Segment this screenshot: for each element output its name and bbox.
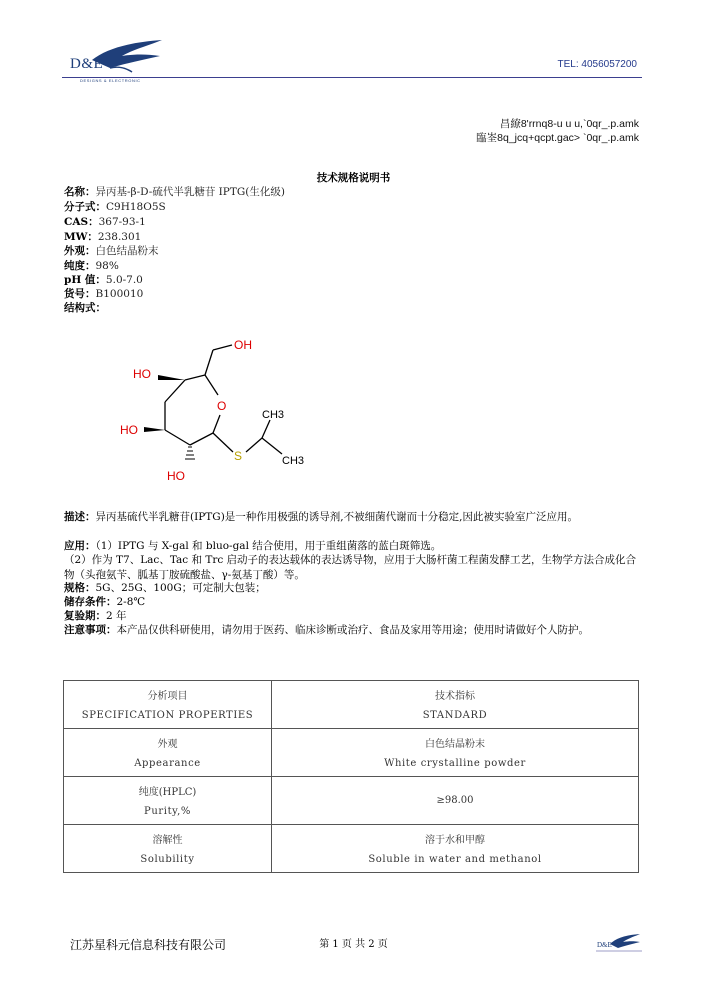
header-col2-en: STANDARD: [422, 710, 488, 721]
contact-line-1: 昌繚8'rrnq8-u u u,`0qr_.p.amk: [499, 118, 639, 130]
row-name-en: Solubility: [140, 854, 195, 865]
storage-line: [64, 595, 642, 610]
footer-page-number: 第 1 页 共 2 页: [319, 939, 388, 950]
label-ch3-top: CH3: [262, 409, 285, 421]
label-ch3-bottom: CH3: [282, 455, 305, 467]
field-value: C9H18O5S: [106, 201, 166, 213]
table-cell: [64, 777, 272, 825]
row-std-cn: 白色结晶粉末: [425, 739, 485, 750]
field-label: 外观：: [64, 245, 96, 257]
row-std-en: White crystalline powder: [384, 758, 526, 769]
header-col1-en: SPECIFICATION PROPERTIES: [81, 710, 254, 721]
row-std-cn: ≥98.00: [436, 795, 474, 806]
header-col1-cn: 分析项目: [147, 691, 188, 702]
field-value: 白色结晶粉末: [95, 245, 159, 257]
notice-text: 本产品仅供科研使用，请勿用于医药、临床诊断或治疗、食品及家用等用途；使用时请做好个人防护。: [116, 624, 589, 636]
field-cas: [64, 215, 146, 229]
field-label: MW：: [64, 231, 98, 243]
field-label: 名称：: [64, 186, 96, 198]
specs-label: 规格：: [64, 582, 96, 594]
label-ho-bottom: HO: [167, 469, 185, 483]
retest-value: 2 年: [106, 610, 127, 622]
table-row: [64, 777, 639, 825]
field-name: [64, 185, 285, 199]
description-label: 描述：: [64, 511, 96, 523]
field-formula: [64, 200, 166, 214]
field-label: 货号：: [64, 288, 96, 300]
field-structure: [64, 301, 106, 315]
row-name-cn: 纯度(HPLC): [138, 787, 197, 798]
table-row: [64, 825, 639, 873]
logo-subtitle: DESIGNS & ELECTRONIC: [80, 78, 141, 83]
label-ho-mid: HO: [120, 423, 138, 437]
table-cell: [272, 729, 639, 777]
application-label: 应用：: [64, 540, 96, 552]
application-paragraph: [64, 539, 642, 554]
field-appearance: [64, 244, 159, 258]
table-cell: [64, 825, 272, 873]
field-value: B100010: [95, 288, 144, 300]
notice-paragraph: [64, 623, 642, 638]
logo-text: D&E: [70, 56, 104, 72]
retest-label: 复验期：: [64, 610, 106, 622]
spec-table: [63, 680, 639, 873]
field-value: 238.301: [97, 231, 142, 243]
row-name-en: Appearance: [134, 758, 201, 769]
field-mw: [64, 230, 141, 244]
row-name-en: Purity,%: [144, 806, 191, 817]
field-value: 异丙基-β-D-硫代半乳糖苷 IPTG(生化级): [95, 186, 285, 198]
description-text: 异丙基硫代半乳糖苷(IPTG)是一种作用极强的诱导剂,不被细菌代谢而十分稳定,因此被实验室广泛应用。: [95, 511, 578, 523]
row-std-cn: 溶于水和甲醇: [425, 835, 485, 846]
header-divider: [62, 77, 642, 78]
field-label: 结构式：: [64, 302, 106, 314]
specs-value: 5G、25G、100G；可定制大包装；: [95, 582, 266, 594]
table-header-cell: [64, 681, 272, 729]
field-label: CAS：: [64, 216, 99, 228]
table-cell: [272, 825, 639, 873]
field-label: 分子式：: [64, 201, 106, 213]
field-label: pH 值：: [64, 274, 106, 286]
label-ho-upper: HO: [133, 367, 151, 381]
row-name-cn: 溶解性: [152, 835, 183, 846]
header-col2-cn: 技术指标: [435, 691, 475, 702]
table-header-row: [64, 681, 639, 729]
contact-line-2: 臨峑8q_jcq+qcpt.gac> `0qr_.p.amk: [476, 132, 639, 144]
label-ring-o: O: [217, 399, 227, 413]
application-text-1: （1）IPTG 与 X-gal 和 bluo-gal 结合使用，用于重组菌落的蓝白斑筛选。: [95, 540, 442, 552]
field-ph: [64, 273, 143, 287]
field-purity: [64, 259, 119, 273]
label-oh-top: OH: [234, 338, 252, 352]
table-header-cell: [272, 681, 639, 729]
svg-text:D&E: D&E: [597, 941, 612, 949]
retest-line: [64, 609, 642, 624]
label-sulfur: S: [234, 449, 243, 463]
field-value: 367-93-1: [98, 216, 146, 228]
structure-diagram: [110, 330, 320, 490]
application-text-2: （2）作为 T7、Lac、Tac 和 Trc 启动子的表达载体的表达诱导物，应用于大肠杆菌工程菌发酵工艺，生物学方法合成化合物（头孢氨苄、胍基丁胺硫酸盐、γ-氨基丁酸）等。: [64, 554, 637, 581]
table-row: [64, 729, 639, 777]
table-cell: [64, 729, 272, 777]
table-cell: [272, 777, 639, 825]
application-paragraph-2: [64, 553, 642, 583]
field-value: 5.0-7.0: [105, 274, 143, 286]
field-value: 98%: [95, 260, 119, 272]
company-logo: [62, 38, 174, 90]
field-label: 纯度：: [64, 260, 96, 272]
row-std-en: Soluble in water and methanol: [368, 854, 542, 865]
specs-line: [64, 581, 642, 596]
header-tel: TEL: 4056057200: [557, 59, 637, 70]
footer-logo-icon: [596, 932, 642, 954]
footer-company: 江苏星科元信息科技有限公司: [70, 938, 227, 952]
notice-label: 注意事项：: [64, 624, 117, 636]
storage-label: 储存条件：: [64, 596, 117, 608]
field-catalog: [64, 287, 143, 301]
description-paragraph: [64, 510, 642, 525]
storage-value: 2-8℃: [116, 596, 146, 608]
document-title: 技术规格说明书: [316, 172, 391, 184]
row-name-cn: 外观: [157, 739, 178, 750]
